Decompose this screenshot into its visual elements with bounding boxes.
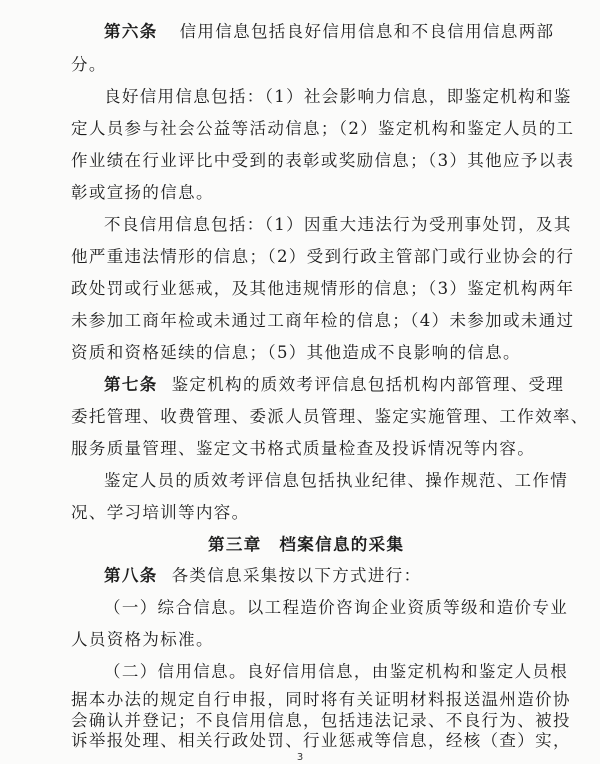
item-1-line-2: 人员资格为标准。: [71, 630, 214, 649]
article-7-line-2: 委托管理、收费管理、委派人员管理、鉴定实施管理、工作效率、: [71, 407, 589, 426]
item-2-line-4: 诉举报处理、相关行政处罚、行业惩戒等信息，经核（查）实，: [71, 731, 571, 750]
staff-evaluation-line-2: 况、学习培训等内容。: [71, 503, 250, 522]
good-credit-line-1: 良好信用信息包括：（1）社会影响力信息，即鉴定机构和鉴: [104, 87, 572, 106]
page-number: 3: [296, 752, 304, 763]
item-1-line-1: （一）综合信息。以工程造价咨询企业资质等级和造价专业: [104, 598, 569, 617]
article-6-label: 第六条: [104, 22, 158, 41]
good-credit-line-2: 定人员参与社会公益等活动信息；（2）鉴定机构和鉴定人员的工: [71, 119, 575, 138]
article-8-label: 第八条: [104, 566, 158, 585]
article-7-line-3: 服务质量管理、鉴定文书格式质量检查及投诉情况等内容。: [71, 439, 536, 458]
article-8-line-1: [104, 566, 421, 586]
article-6-line-1: [104, 22, 554, 42]
staff-evaluation-line-1: 鉴定人员的质效考评信息包括执业纪律、操作规范、工作情: [104, 471, 569, 490]
bad-credit-line-3: 政处罚或行业惩戒，及其他违规情形的信息；（3）鉴定机构两年: [71, 279, 575, 298]
article-6-line-2: 分。: [71, 55, 107, 74]
good-credit-line-4: 彰或宣扬的信息。: [71, 183, 214, 202]
article-7-label: 第七条: [104, 375, 158, 394]
item-2-line-3: 会确认并登记；不良信用信息，包括违法记录、不良行为、被投: [71, 711, 571, 730]
article-7-text: 鉴定机构的质效考评信息包括机构内部管理、受理: [171, 375, 565, 394]
article-6-text: 信用信息包括良好信用信息和不良信用信息两部: [179, 22, 555, 41]
chapter-3-heading: 第三章 档案信息的采集: [208, 535, 405, 554]
good-credit-line-3: 作业绩在行业评比中受到的表彰或奖励信息；（3）其他应予以表: [71, 151, 575, 170]
item-2-line-1: （二）信用信息。良好信用信息，由鉴定机构和鉴定人员根: [104, 662, 569, 681]
bad-credit-line-1: 不良信用信息包括：（1）因重大违法行为受刑事处罚，及其: [104, 215, 572, 234]
item-2-line-2: 据本办法的规定自行申报，同时将有关证明材料报送温州造价协: [71, 690, 571, 709]
article-8-text: 各类信息采集按以下方式进行：: [171, 566, 422, 585]
article-7-line-1: [104, 375, 564, 395]
bad-credit-line-5: 资质和资格延续的信息；（5）其他造成不良影响的信息。: [71, 343, 521, 362]
bad-credit-line-2: 他严重违法情形的信息；（2）受到行政主管部门或行业协会的行: [71, 247, 575, 266]
bad-credit-line-4: 未参加工商年检或未通过工商年检的信息；（4）未参加或未通过: [71, 311, 575, 330]
